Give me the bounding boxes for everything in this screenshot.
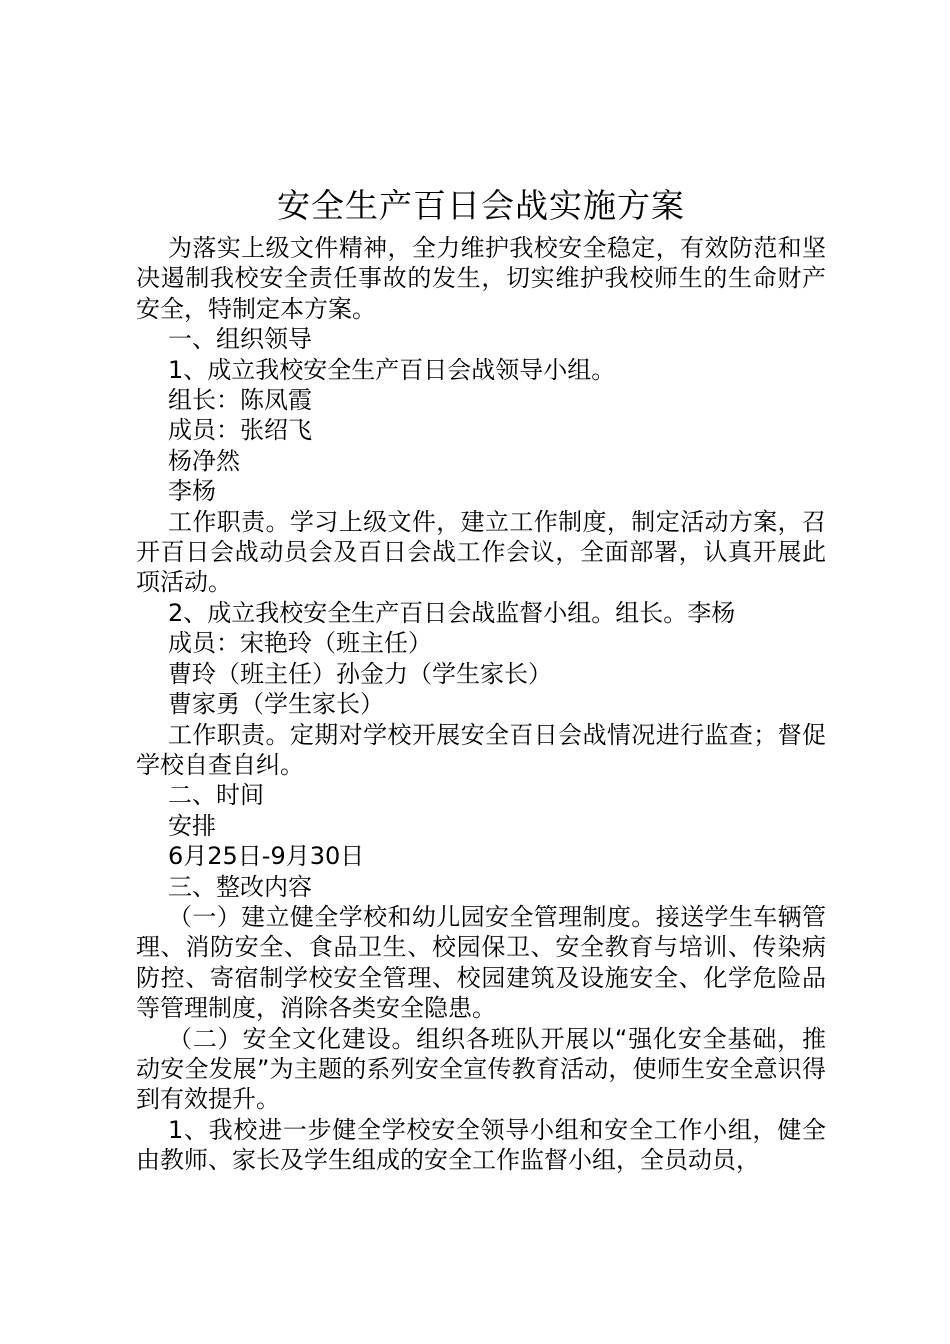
time-subheading: 安排 xyxy=(168,811,216,840)
section-heading-rectification: 三、整改内容 xyxy=(168,872,312,901)
duties-paragraph: 工作职责。定期对学校开展安全百日会战情况进行监查；督促学校自查自纠。 xyxy=(136,720,826,779)
member-line: 曹玲（班主任）孙金力（学生家长） xyxy=(168,659,552,688)
rectification-item-2: （二）安全文化建设。组织各班队开展以“强化安全基础，推动安全发展”为主题的系列安全宣传教育活动，使师生安全意识得到有效提升。 xyxy=(136,1024,826,1114)
section-heading-time: 二、时间 xyxy=(168,781,264,810)
measure-paragraph: 1、我校进一步健全学校安全领导小组和安全工作小组，健全由教师、家长及学生组成的安全工作监督小组，全员动员， xyxy=(136,1115,826,1175)
leader-line: 组长：陈凤霞 xyxy=(168,386,312,415)
members-line: 成员：宋艳玲（班主任） xyxy=(168,629,432,658)
member-line: 曹家勇（学生家长） xyxy=(168,690,384,719)
document-title: 安全生产百日会战实施方案 xyxy=(277,186,685,225)
member-name: 李杨 xyxy=(168,477,216,506)
members-line: 成员：张绍飞 xyxy=(168,416,312,445)
document-body xyxy=(136,233,826,1176)
document-page xyxy=(136,183,826,1176)
rectification-item-1: （一）建立健全学校和幼儿园安全管理制度。接送学生车辆管理、消防安全、食品卫生、校园保卫、安全教育与培训、传染病防控、寄宿制学校安全管理、校园建筑及设施安全、化学危险品等管理制度，消除各类安全隐患。 xyxy=(136,902,826,1023)
date-range: 6月25日-9月30日 xyxy=(168,842,365,871)
intro-paragraph: 为落实上级文件精神，全力维护我校安全稳定，有效防范和坚决遏制我校安全责任事故的发生，切实维护我校师生的生命财产安全，特制定本方案。 xyxy=(136,234,826,323)
member-name: 杨净然 xyxy=(168,446,240,475)
duties-paragraph: 工作职责。学习上级文件，建立工作制度，制定活动方案，召开百日会战动员会及百日会战工作会议，全面部署，认真开展此项活动。 xyxy=(136,507,826,597)
supervision-group-item: 2、成立我校安全生产百日会战监督小组。组长。李杨 xyxy=(168,598,736,627)
section-heading-organization: 一、组织领导 xyxy=(168,325,312,354)
leading-group-item: 1、成立我校安全生产百日会战领导小组。 xyxy=(168,355,616,384)
